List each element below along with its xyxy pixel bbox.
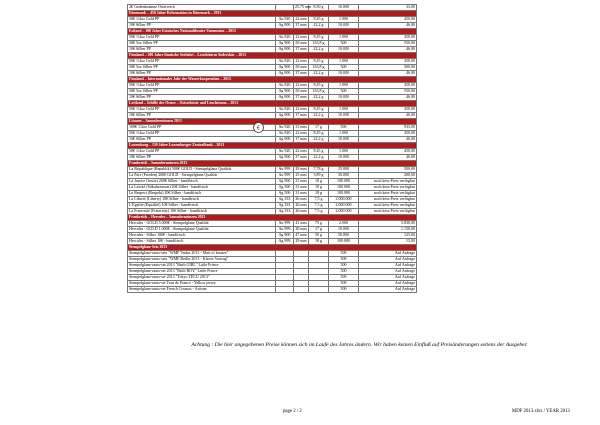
item-metal: Ag 333 [276,209,294,215]
item-metal [276,287,294,293]
item-metal: Ag 900 [276,179,294,185]
item-metal: Ag 500 [276,191,294,197]
item-mintage: 2.000.000 [329,197,359,203]
item-mintage: 25.000 [329,167,359,173]
item-metal: Ag 333 [276,197,294,203]
item-mintage: 10.000 [329,47,359,53]
item-diameter: 22 mm [295,16,307,22]
item-diameter: 22 mm [295,106,307,112]
item-diameter: 22 mm [295,58,307,64]
item-weight: 7,5 g [309,209,329,215]
item-diameter: 37 mm [295,70,307,76]
section-header: Luxemburg – 150 Jahre Luxemburger Zentralbank – 2013 [128,143,417,149]
item-diameter: 37 mm [295,136,307,142]
item-price: noch kein Preis verfügbar [359,209,417,215]
item-name: Hercules - GOLD 1.000€ - Stempelglanz Qualität [128,227,276,233]
item-mintage: 1.000 [329,83,359,89]
item-price: Auf Anfrage [359,263,417,269]
item-metal: Ag 900 [276,137,294,143]
item-diameter: 50 mm [295,64,307,70]
item-metal: Ag 900 [276,233,294,239]
item-price: Auf Anfrage [359,269,417,275]
item-name: 2€ Gedenkmünze Osterreich [128,5,276,11]
item-price: 125,00 [359,233,417,239]
item-name: 50€ 1/4oz Gold PP [128,83,276,89]
item-name: Stempelglanz-rauts-sets "WMF Vaduz 2013 - Mair of bronze" [128,251,276,257]
item-diameter: 29 mm [295,238,307,244]
item-diameter: 50 mm [295,40,307,46]
euro-logo-icon [253,122,264,133]
item-mintage: 500 [329,269,359,275]
item-price: 46,00 [359,155,417,161]
item-mintage: 100.000 [329,239,359,245]
item-name: 50€ 1/4oz Gold PP [128,131,276,137]
item-diameter: 37 mm [295,22,307,28]
item-price: noch kein Preis verfügbar [359,179,417,185]
page-number: page 2 / 2 [283,409,302,414]
item-metal: Ag 900 [276,23,294,29]
item-price: 46,00 [359,137,417,143]
item-metal: Au 920 [276,83,294,89]
item-name: 50€ 5oz Silber PP [128,65,276,71]
item-price: 450,00 [359,83,417,89]
item-weight: 8,45 g [309,83,329,89]
item-name: L'Égalité (Équalité) 10€ Silber - handfrisch [128,203,276,209]
item-diameter [294,287,309,293]
item-metal: Ag 333 [276,203,294,209]
item-diameter: 29 mm [295,166,307,172]
item-diameter: 25,75 mm [295,4,312,10]
item-metal: Au 920 [276,59,294,65]
item-price: 450,00 [359,17,417,23]
section-header: Frankreich – Hercules – Sammlermünzen 2013 [128,215,417,221]
item-name: 10€ Silber PP [128,113,276,119]
section-header: Lettland – Schiffe der Ostsee – Ostseeküste und Leuchtturm – 2013 [128,101,417,107]
item-price: 500,00 [359,65,417,71]
section-header: Finnland – Internationales Jahr der Wasserkooperation – 2013 [128,77,417,83]
item-name: 10€ Silber PP [128,137,276,143]
item-weight: 22,2 g [309,23,329,29]
item-diameter: 47 mm [295,232,307,238]
item-name: 50€ 5oz Silber PP [128,41,276,47]
item-diameter: 30 mm [295,226,307,232]
item-weight: 22,2 g [309,137,329,143]
item-weight: 7,5 g [309,203,329,209]
item-mintage: 1.000 [329,149,359,155]
item-name: Stempelglanz-rauts-set French Cosmos - Artisan [128,287,276,293]
item-name: La Justice (Justiz) 200€ Silber - handfrisch [128,179,276,185]
item-mintage: 10.000 [329,155,359,161]
item-mintage: 500 [329,287,359,293]
item-weight: 7,5 g [309,197,329,203]
item-name: Hercules - GOLD 5.000€ - Stempelglanz Qualität [128,221,276,227]
item-mintage: 1.000 [329,131,359,137]
item-mintage: 50.000 [329,173,359,179]
item-diameter: 37 mm [295,112,307,118]
item-name: La Liberté (Liberty) 10€ Silber - handfrisch [128,197,276,203]
section-header: Dänemark – 450 Jahre Reformation in Dänemark – 2013 [128,11,417,17]
item-mintage: 500 [329,125,359,131]
item-mintage: 10.000 [329,227,359,233]
item-price: 46,00 [359,47,417,53]
item-mintage: 500 [329,41,359,47]
item-price: 5.830,00 [359,221,417,227]
item-mintage: 10.000 [329,5,359,11]
item-weight [309,287,329,293]
item-mintage: 100.000 [329,191,359,197]
item-price: 450,00 [359,35,417,41]
item-name: 10€ Silber PP [128,47,276,53]
item-weight: 50 g [309,233,329,239]
item-price: 46,00 [359,71,417,77]
price-table-sheet [127,4,598,293]
item-mintage: 50.000 [329,233,359,239]
item-weight: 17 g [309,125,329,131]
item-weight: 163,8 g [309,41,329,47]
item-name: Stempelglanz-rauts-set 2013 "Birth GIRL" Little Prince [128,263,276,269]
item-metal: Au 920 [276,17,294,23]
item-name: 50€ 1/4oz Gold PP [128,35,276,41]
item-mintage: 500 [329,89,359,95]
item-metal: Au 999 [276,221,294,227]
item-name: Le Respect (Respekt) 20€ Silber - handfrisch [128,191,276,197]
item-price: 33,00 [359,5,417,11]
item-metal: Au 920 [276,107,294,113]
item-metal: Ag 900 [276,47,294,53]
item-diameter: 26 mm [295,196,307,202]
item-diameter: 22 mm [295,34,307,40]
item-price: Auf Anfrage [359,275,417,281]
item-price: 13,00 [359,239,417,245]
item-weight: 8,45 g [309,17,329,23]
item-metal: Au 920 [276,125,294,131]
section-header: Estland – 100 Jahre Estnisches Nationaltheater Vanemuine – 2013 [128,29,417,35]
item-diameter: 31 mm [295,124,307,130]
item-name: 50€ 1/4oz Gold PP [128,107,276,113]
item-price: 450,00 [359,107,417,113]
item-price: noch kein Preis verfügbar [359,191,417,197]
file-label: MDF 2013.xlsx / YEAR 2013 [512,409,570,414]
item-metal: Ag 900 [276,95,294,101]
item-diameter: 26 mm [295,208,307,214]
item-price: Auf Anfrage [359,257,417,263]
item-weight: 3,89 g [309,173,329,179]
item-name: 10€ Silber PP [128,23,276,29]
item-price: noch kein Preis verfügbar [359,197,417,203]
item-mintage: 1.000 [329,17,359,23]
item-metal: Ag 900 [276,113,294,119]
item-name: Hercules - Silber 100€ - handfrisch [128,233,276,239]
item-metal: Ag 900 [276,155,294,161]
item-weight: 163,8 g [309,65,329,71]
item-diameter: 37 mm [295,154,307,160]
item-price: noch kein Preis verfügbar [359,185,417,191]
item-diameter: 37 mm [295,94,307,100]
item-metal: Au 999 [276,173,294,179]
item-name: 10€ Silber PP [128,71,276,77]
item-name: Stempelglanz-rauts-set 2013 "Birth BOY" Little Prince [128,269,276,275]
item-name: La Laïcité (Säkularismus) 20€ Silber - handfrisch [128,185,276,191]
item-name: 10€ Silber PP [128,155,276,161]
item-weight: 22,2 g [309,113,329,119]
item-price: 46,00 [359,23,417,29]
item-metal: Ag 900 [276,71,294,77]
item-weight: 22,2 g [309,95,329,101]
item-price: 46,00 [359,95,417,101]
item-price: 933,00 [359,125,417,131]
item-metal: Ag 500 [276,185,294,191]
item-metal: Au 999 [276,167,294,173]
item-mintage: 500 [329,281,359,287]
item-weight: 75 g [309,221,329,227]
item-mintage: 10.000 [329,95,359,101]
item-weight: 22,2 g [309,47,329,53]
price-change-note: Achtung : Die hier angegebenen Preise können sich im Laufe des Jahres ändern. Wir haben keinen Einfluß auf Preisänderungen seitens der Ausgeber. [191,342,528,348]
section-header: Finnland – 200 Jahre finnische Seefahrt – Leuchtturm Söderskär – 2013 [128,53,417,59]
item-weight: 7,78 g [309,167,329,173]
section-header: Frankreich – Sammlermünzen 2013 [128,161,417,167]
item-weight: 8,45 g [309,35,329,41]
item-mintage: 100.000 [329,179,359,185]
item-mintage: 1.000 [329,35,359,41]
item-price: 450,00 [359,59,417,65]
item-name: 10€ Silber PP [128,95,276,101]
item-diameter: 26 mm [295,202,307,208]
item-weight: 8,45 g [309,149,329,155]
item-name: Stempelglanz-rauts-set 2013 "Tokyo TECU 2013" [128,275,276,281]
item-diameter: 31 mm [295,178,307,184]
item-diameter: 22 mm [295,148,307,154]
item-price: 1.150,00 [359,227,417,233]
item-weight: 18 g [309,239,329,245]
item-weight: 8,45 g [309,107,329,113]
item-mintage: 10.000 [329,71,359,77]
item-metal: Ag 999 [276,239,294,245]
item-diameter: 22 mm [295,82,307,88]
item-diameter: 22 mm [295,130,307,136]
item-weight: 8,45 g [309,131,329,137]
item-weight: 18 g [309,185,329,191]
item-price: Auf Anfrage [359,287,417,293]
item-mintage: 100.000 [329,185,359,191]
item-weight: 8,50 g [309,5,329,11]
item-mintage: 1.000 [329,59,359,65]
item-metal: Au 920 [276,35,294,41]
item-weight: 18 g [309,179,329,185]
item-diameter: 37 mm [295,46,307,52]
item-name: Stempelglanz-rauts-set Tour de France - Yellow jersey [128,281,276,287]
item-mintage: 2.000.000 [329,209,359,215]
item-metal: Au 999 [276,227,294,233]
item-name: 100€ 1/2oz Gold PP [128,125,276,131]
item-price: 46,00 [359,113,417,119]
svg-text:€: € [256,125,261,132]
item-mintage: 500 [329,257,359,263]
item-mintage: 10.000 [329,23,359,29]
section-header: Litauen – Sammlermünzen 2013 [128,119,417,125]
item-metal: Ag 900 [276,89,294,95]
item-price: 200,00 [359,173,417,179]
item-mintage: 500 [329,65,359,71]
item-mintage: 500 [329,251,359,257]
item-price: 450,00 [359,131,417,137]
item-name: 50€ 1/4oz Gold PP [128,149,276,155]
item-weight: 22,2 g [309,155,329,161]
item-mintage: 500 [329,275,359,281]
price-table [127,4,599,293]
item-diameter: 31 mm [295,190,307,196]
item-price: 500,00 [359,167,417,173]
item-name: Hercules - Silber 10€ - handfrisch [128,239,276,245]
item-weight: 22,2 g [309,71,329,77]
item-name: Stempelglanz-rauts-sets "WMF Berlin 2013 - Klaviz-Vortrag" [128,257,276,263]
item-name: 50€ 5oz Silber PP [128,89,276,95]
item-diameter: 25 mm [295,172,307,178]
item-name: La République (Republik) 500€ GOLD - Stempelglanz Qualität [128,167,276,173]
item-metal: Au 920 [276,131,294,137]
item-mintage: 2.000.000 [329,203,359,209]
item-diameter: 31 mm [295,184,307,190]
table-row [128,287,599,293]
item-mintage: 500 [329,263,359,269]
item-name: La Fraternité (Fraternity) 10€ Silber - handfrisch [128,209,276,215]
item-name: La Paix (Frieden) 200€ GOLD - Stempelglanz Qualität [128,173,276,179]
item-price: Auf Anfrage [359,281,417,287]
item-price: 450,00 [359,149,417,155]
item-metal: Au 920 [276,149,294,155]
item-weight: 163,8 g [309,89,329,95]
item-weight: 18 g [309,191,329,197]
item-price: 550,00 [359,89,417,95]
item-metal: Ag 900 [276,65,294,71]
item-mintage: 10.000 [329,113,359,119]
item-name: 50€ 1/4oz Gold PP [128,17,276,23]
item-weight: 17 g [309,227,329,233]
item-price: Auf Anfrage [359,251,417,257]
item-diameter: 41 mm [295,220,307,226]
item-price: 550,00 [359,41,417,47]
item-weight: 8,45 g [309,59,329,65]
item-name: 50€ 1/4oz Gold PP [128,59,276,65]
item-metal: Ag 900 [276,41,294,47]
section-header: Stempelglanz-Sets 2013 [128,245,417,251]
item-price: noch kein Preis verfügbar [359,203,417,209]
item-mintage: 1.000 [329,107,359,113]
item-mintage: 10.000 [329,137,359,143]
item-diameter: 50 mm [295,88,307,94]
item-mintage: 2.000 [329,221,359,227]
